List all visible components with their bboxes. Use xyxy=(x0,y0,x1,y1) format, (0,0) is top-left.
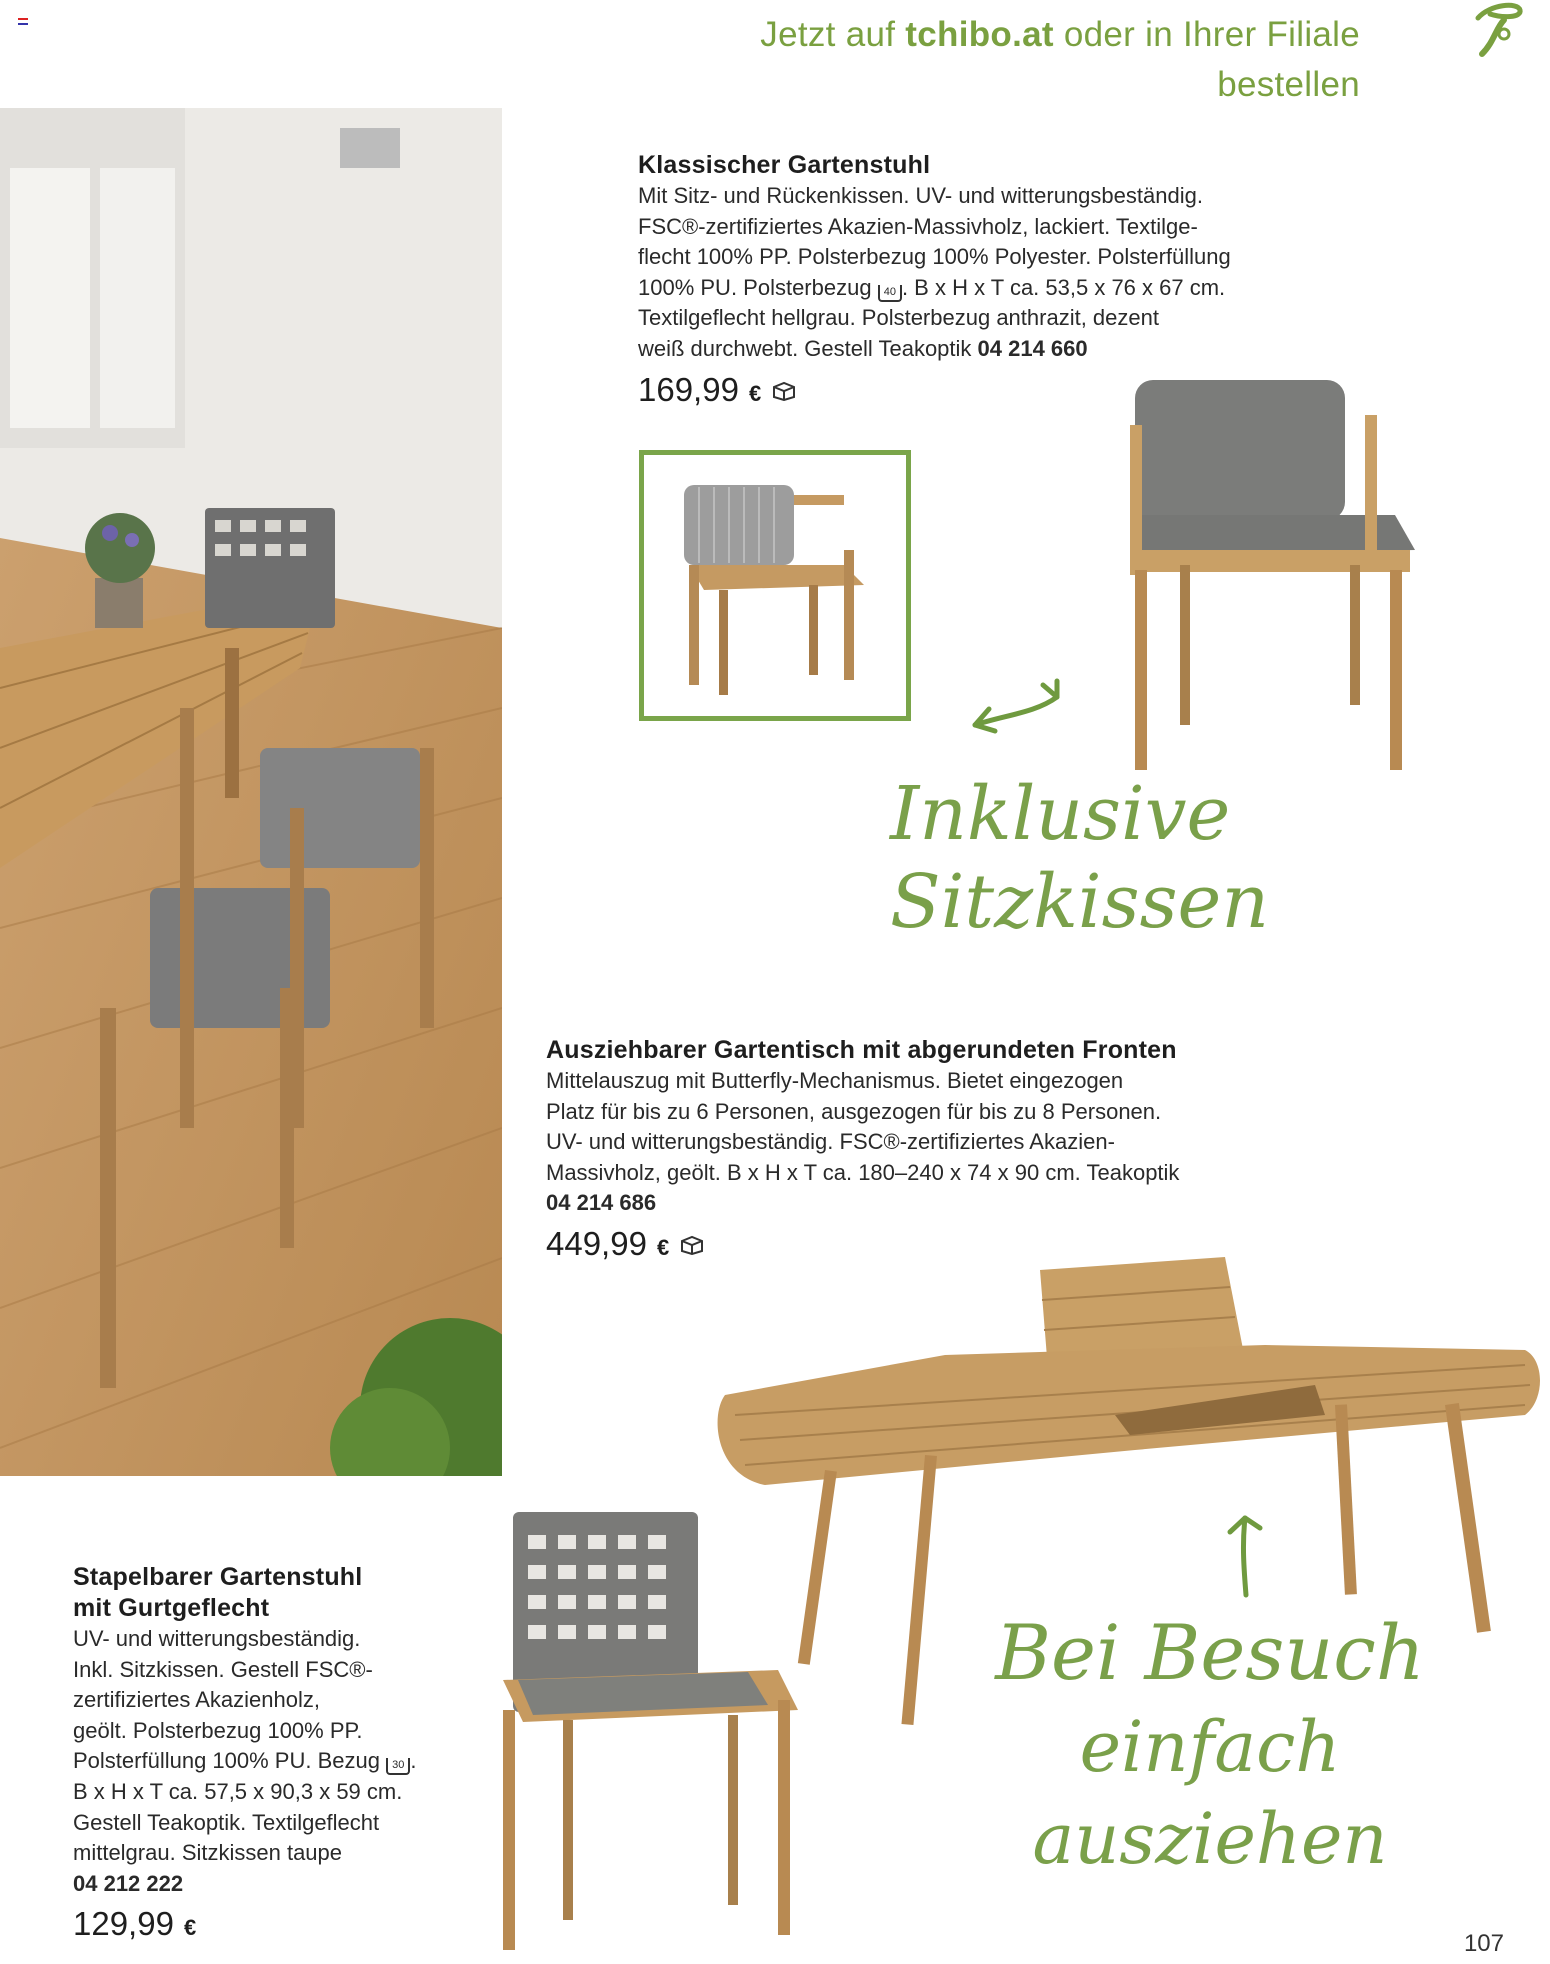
product-description xyxy=(546,1066,1226,1219)
product-title: Ausziehbarer Gartentisch mit abgerundeten Fronten xyxy=(546,1036,1177,1064)
product-stackable-chair xyxy=(73,1562,473,1943)
callout-line: einfach xyxy=(1079,1706,1341,1788)
callout-line: Bei Besuch xyxy=(995,1608,1425,1697)
inset-chair-frame xyxy=(639,450,911,721)
product-sku: 04 214 686 xyxy=(546,1190,657,1216)
price-currency: € xyxy=(183,1915,197,1941)
callout-line: Inklusive xyxy=(890,771,1231,857)
product-title: Klassischer Gartenstuhl xyxy=(638,151,931,179)
description-line: Inkl. Sitzkissen. Gestell FSC®- xyxy=(73,1656,373,1682)
tchibo-logo-icon xyxy=(1460,0,1530,60)
callout-line: Sitzkissen xyxy=(890,859,1269,945)
title-line: mit Gurtgeflecht xyxy=(73,1594,270,1622)
callout-bei-besuch xyxy=(990,1605,1430,1885)
product-title xyxy=(73,1562,473,1624)
product-classic-chair xyxy=(638,150,1278,409)
product-sku: 04 212 222 xyxy=(73,1870,184,1896)
product-price xyxy=(73,1905,473,1943)
description-line xyxy=(638,273,1278,304)
description-line: UV- und witterungsbeständig. xyxy=(73,1626,361,1651)
title-line: Stapelbarer Gartenstuhl xyxy=(73,1563,363,1591)
curved-arrow-icon xyxy=(965,675,1065,735)
description-line: Platz für bis zu 6 Personen, ausgezogen für bis zu 8 Personen. xyxy=(546,1098,1162,1124)
description-line: Mit Sitz- und Rückenkissen. UV- und witterungsbeständig. xyxy=(638,183,1203,208)
wash-30-icon: 30 xyxy=(386,1758,410,1775)
order-banner xyxy=(640,10,1440,110)
parcel-delivery-icon xyxy=(771,381,797,401)
price-currency: € xyxy=(656,1234,670,1260)
callout-inklusive-sitzkissen xyxy=(890,770,1269,946)
description-line xyxy=(638,334,1278,365)
description-line: UV- und witterungsbeständig. FSC®-zertifiziertes Akazien- xyxy=(546,1129,1115,1155)
description-text: . B x H x T ca. 53,5 x 76 x 67 cm. xyxy=(901,274,1226,300)
up-arrow-icon xyxy=(1220,1510,1270,1600)
wash-40-icon: 40 xyxy=(878,285,902,302)
product-description xyxy=(638,181,1278,365)
description-line: Textilgeflecht hellgrau. Polsterbezug anthrazit, dezent xyxy=(638,305,1159,331)
callout-line: ausziehen xyxy=(1032,1798,1388,1880)
description-text: 100% PU. Polsterbezug xyxy=(638,274,878,300)
description-line: B x H x T ca. 57,5 x 90,3 x 59 cm. xyxy=(73,1778,403,1804)
page-number: 107 xyxy=(1463,1930,1504,1957)
price-value: 169,99 xyxy=(638,370,739,408)
description-line: FSC®-zertifiziertes Akazien-Massivholz, lackiert. Textilge- xyxy=(638,213,1198,239)
description-line: Mittelauszug mit Butterfly-Mechanismus. Bietet eingezogen xyxy=(546,1068,1124,1093)
description-line: Polsterfüllung 100% PU. Bezug 30 . xyxy=(73,1748,417,1774)
description-line: Massivholz, geölt. B x H x T ca. 180–240 x 74 x 90 cm. Teakoptik xyxy=(546,1159,1180,1185)
price-value: 129,99 xyxy=(73,1905,174,1943)
country-flag-icon xyxy=(18,18,28,25)
product-sku: 04 214 660 xyxy=(977,335,1088,361)
rope-chair-image xyxy=(644,455,906,716)
price-currency: € xyxy=(748,380,762,406)
banner-prefix: Jetzt auf xyxy=(760,15,906,54)
parcel-delivery-icon xyxy=(679,1235,705,1255)
description-text: Polsterfüllung 100% PU. Bezug xyxy=(73,1748,387,1774)
product-extendable-table xyxy=(546,1035,1226,1263)
price-value: 449,99 xyxy=(546,1224,647,1262)
cushioned-chair-image xyxy=(1120,375,1420,775)
description-line: zertifiziertes Akazienholz, xyxy=(73,1687,320,1713)
description-line: Gestell Teakoptik. Textilgeflecht xyxy=(73,1809,380,1835)
description-line: flecht 100% PP. Polsterbezug 100% Polyester. Polsterfüllung xyxy=(638,244,1231,270)
banner-suffix: oder in Ihrer Filiale bestellen xyxy=(1053,15,1360,104)
description-line: mittelgrau. Sitzkissen taupe xyxy=(73,1840,343,1866)
stackable-chair-image xyxy=(478,1500,808,1960)
description-text: weiß durchwebt. Gestell Teakoptik xyxy=(638,335,978,361)
description-line: geölt. Polsterbezug 100% PP. xyxy=(73,1717,363,1743)
banner-site-link[interactable]: tchibo.at xyxy=(905,15,1054,54)
product-description xyxy=(73,1624,473,1899)
lifestyle-photo-terrace xyxy=(0,108,502,1476)
